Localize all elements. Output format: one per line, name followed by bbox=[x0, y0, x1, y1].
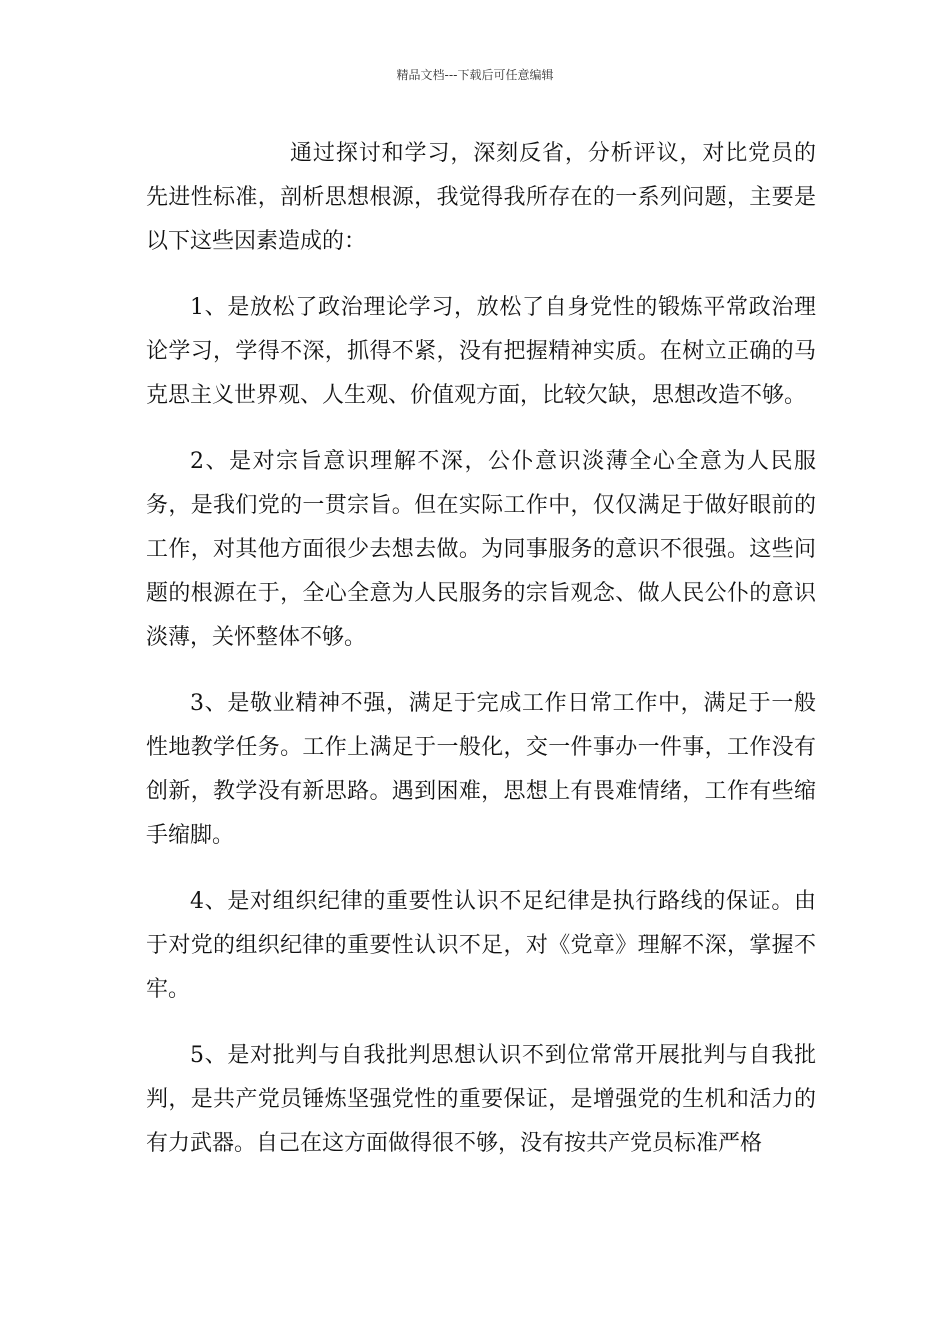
paragraph-intro: 通过探讨和学习，深刻反省，分析评议，对比党员的先进性标准，剖析思想根源，我觉得我所存在的一系列问题，主要是以下这些因素造成的： bbox=[146, 141, 816, 254]
paragraph-item-2: 2、是对宗旨意识理解不深，公仆意识淡薄全心全意为人民服务，是我们党的一贯宗旨。但在实际工作中，仅仅满足于做好眼前的工作，对其他方面很少去想去做。为同事服务的意识不很强。这些问题的根源在于，全心全意为人民服务的宗旨观念、做人民公仆的意识淡薄，关怀整体不够。 bbox=[146, 449, 816, 650]
document-body bbox=[146, 132, 816, 1188]
page-header: 精品文档---下载后可任意编辑 bbox=[396, 68, 554, 82]
paragraph-item-3: 3、是敬业精神不强，满足于完成工作日常工作中，满足于一般性地教学任务。工作上满足于一般化，交一件事办一件事，工作没有创新，教学没有新思路。遇到困难，思想上有畏难情绪，工作有些缩手缩脚。 bbox=[146, 691, 816, 848]
paragraph-item-1: 1、是放松了政治理论学习，放松了自身党性的锻炼平常政治理论学习，学得不深，抓得不紧，没有把握精神实质。在树立正确的马克思主义世界观、人生观、价值观方面，比较欠缺，思想改造不够。 bbox=[146, 295, 816, 408]
paragraph-item-5: 5、是对批判与自我批判思想认识不到位常常开展批判与自我批判，是共产党员锤炼坚强党性的重要保证，是增强党的生机和活力的有力武器。自己在这方面做得很不够，没有按共产党员标准严格 bbox=[146, 1043, 816, 1156]
paragraph-item-4: 4、是对组织纪律的重要性认识不足纪律是执行路线的保证。由于对党的组织纪律的重要性认识不足，对《党章》理解不深，掌握不牢。 bbox=[146, 889, 816, 1002]
